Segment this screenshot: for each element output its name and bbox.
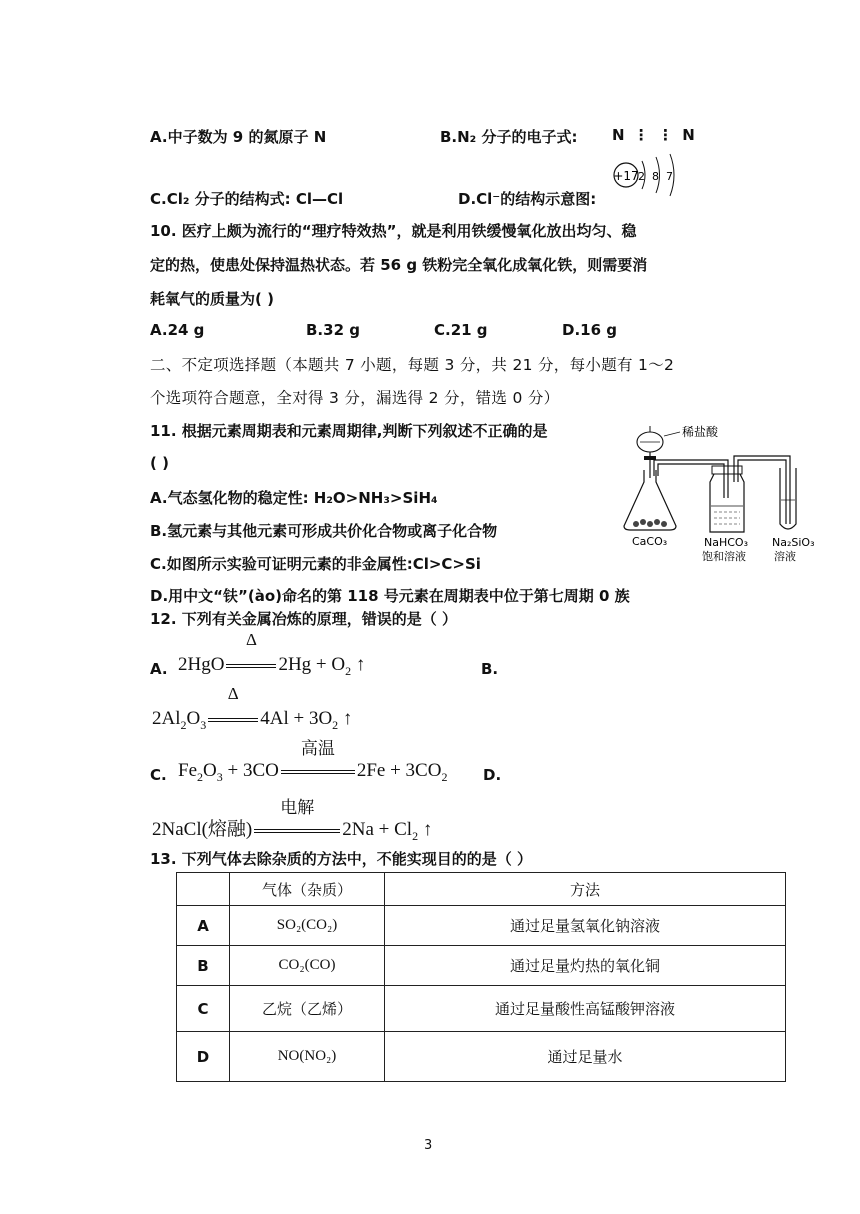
row-method: 通过足量氢氧化钠溶液: [385, 906, 786, 946]
q12-label-a: A.: [150, 660, 168, 678]
page-number: 3: [424, 1138, 433, 1153]
row-label: C: [177, 986, 230, 1032]
delivery-tube-1-inner: [658, 464, 724, 498]
q11-option-d: D.用中文“𫓧”(ào)命名的第 118 号元素在周期表中位于第七周期 0 族: [150, 587, 630, 605]
row-method: 通过足量灼热的氧化铜: [385, 946, 786, 986]
caco3-lump: [654, 519, 660, 525]
funnel-stopcock: [644, 456, 656, 460]
shell-electrons-1: 2: [638, 170, 645, 183]
q10-line3: 耗氧气的质量为( ): [150, 290, 274, 308]
row-gas: 乙烷（乙烯）: [230, 986, 385, 1032]
nucleus-charge: +17: [613, 169, 639, 183]
row-method: 通过足量水: [385, 1032, 786, 1082]
equation-a: 2HgO Δ $2Hg + O_2$ ↑: [178, 630, 366, 678]
table-header-row: [177, 873, 786, 906]
funnel-label-leader: [664, 432, 680, 436]
shell-electrons-2: 8: [652, 170, 659, 183]
q13-stem: 13. 下列气体去除杂质的方法中，不能实现目的的是（ ）: [150, 850, 533, 868]
q9-option-b: B.N₂ 分子的电子式:: [440, 128, 578, 146]
q12-label-d: D.: [483, 766, 502, 784]
condition-heat: Δ: [245, 630, 257, 649]
test-tube-label-2: 溶液: [774, 550, 796, 563]
row-label: B: [177, 946, 230, 986]
section2-heading-line2: 个选项符合题意，全对得 3 分，漏选得 2 分，错选 0 分）: [150, 389, 560, 407]
equation-c: $Fe_2O_3 + 3CO$ 高温 $2Fe + 3CO_2$: [178, 760, 447, 785]
q9-option-c: C.Cl₂ 分子的结构式: Cl—Cl: [150, 190, 344, 208]
chloride-ion-structure-diagram: [606, 152, 690, 198]
row-gas: CO₂(CO): [230, 946, 385, 986]
header-cell-method: 方法: [385, 873, 786, 906]
q12-stem: 12. 下列有关金属冶炼的原理，错误的是（ ）: [150, 610, 458, 628]
q12-label-c: C.: [150, 766, 167, 784]
header-cell-gas: 气体（杂质）: [230, 873, 385, 906]
shell-electrons-3: 7: [666, 170, 673, 183]
header-cell-label: [177, 873, 230, 906]
row-gas: NO(NO₂): [230, 1032, 385, 1082]
condition-heat: Δ: [227, 684, 239, 703]
q10-option-a: A.24 g: [150, 321, 205, 339]
caco3-lump: [647, 521, 653, 527]
row-label: D: [177, 1032, 230, 1082]
q11-paren: ( ): [150, 454, 169, 472]
q10-option-c: C.21 g: [434, 321, 488, 339]
q12-label-b: B.: [481, 660, 499, 678]
condition-electrolysis: 电解: [280, 798, 315, 817]
q10-line1: 10. 医疗上颇为流行的“理疗特效热”，就是利用铁缓慢氧化放出均匀、稳: [150, 222, 637, 240]
flask-label: CaCO₃: [632, 535, 668, 548]
section2-heading-line1: 二、不定项选择题（本题共 7 小题，每题 3 分，共 21 分，每小题有 1～2: [150, 356, 675, 374]
table-row: [177, 906, 786, 946]
q11-stem: 11. 根据元素周期表和元素周期律,判断下列叙述不正确的是: [150, 422, 548, 440]
q10-option-d: D.16 g: [562, 321, 617, 339]
q10-line2: 定的热，使患处保持温热状态。若 56 g 铁粉完全氧化成氧化铁，则需要消: [150, 256, 648, 274]
table-row: [177, 1032, 786, 1082]
row-method: 通过足量酸性高锰酸钾溶液: [385, 986, 786, 1032]
impurity-removal-table: [176, 872, 786, 1082]
test-tube: [780, 468, 796, 529]
bottle-label-2: 饱和溶液: [702, 550, 746, 563]
row-label: A: [177, 906, 230, 946]
funnel-label: 稀盐酸: [682, 425, 719, 439]
q11-option-a: A.气态氢化物的稳定性: H₂O>NH₃>SiH₄: [150, 489, 438, 507]
table-row: [177, 986, 786, 1032]
q10-option-b: B.32 g: [306, 321, 360, 339]
q9-option-a: A.中子数为 9 的氮原子 N: [150, 128, 327, 146]
q11-option-b: B.氢元素与其他元素可形成共价化合物或离子化合物: [150, 522, 498, 540]
wash-bottle: [710, 474, 744, 532]
n2-electron-formula: N ⋮ ⋮ N: [612, 126, 697, 144]
caco3-lump: [640, 519, 646, 525]
caco3-lump: [633, 521, 639, 527]
test-tube-label-1: Na₂SiO₃: [772, 536, 815, 549]
q9-option-d: D.Cl⁻的结构示意图:: [458, 190, 597, 208]
caco3-lump: [661, 521, 667, 527]
q11-option-c: C.如图所示实验可证明元素的非金属性:Cl>C>Si: [150, 555, 481, 573]
bottle-label-1: NaHCO₃: [704, 536, 748, 549]
experiment-apparatus-diagram: [618, 420, 824, 570]
delivery-tube-2-inner: [738, 460, 786, 524]
equation-d: 2NaCl(熔融) 电解 $2Na + Cl_2$ ↑: [152, 814, 432, 844]
row-gas: SO₂(CO₂): [230, 906, 385, 946]
condition-high-temp: 高温: [300, 739, 335, 758]
table-row: [177, 946, 786, 986]
equation-b: $2Al_2O_3$ Δ $4Al + 3O_2$ ↑: [152, 684, 353, 732]
